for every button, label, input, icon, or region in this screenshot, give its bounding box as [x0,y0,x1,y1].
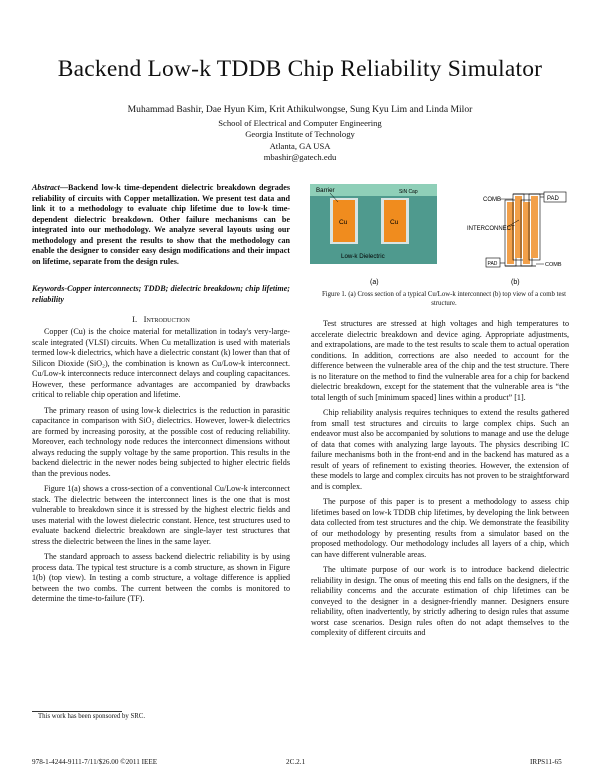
author-list: Muhammad Bashir, Dae Hyun Kim, Krit Athikulwongse, Sung Kyu Lim and Linda Milor [127,104,473,115]
paragraph: The purpose of this paper is to present a methodology to assess chip lifetimes based on low-k TDDB chip lifetimes, by developing the link between data collected from test structures and the chip. We demonstrate the feasibility of our methodology by presenting results from a simulator based on the proposed methodology. Our methodology includes all layers of a chip, which can have different vulnerable areas. [311,497,569,559]
abstract-text: —Backend low-k time-dependent dielectric breakdown degrades reliability of circuits with Copper metallization. We present test data and link it to a methodology to evaluate chip lifetime due to low-k time-dependent dielectric breakdown. Other failure mechanisms can be integrated into our methodology. We analyze several layouts using our methodology and present the results to show that the methodology can enable the designer to consider easy design modifications and their impact on lifetime, separate from the design rules. [32,183,290,266]
affiliation-location: Atlanta, GA USA [269,140,331,151]
affiliation-block [0,118,600,164]
comb-bottom-label: COMB [545,262,562,268]
section-number: I. [132,314,138,324]
section-heading-introduction [32,314,290,324]
paragraph: Copper (Cu) is the choice material for metallization in today's very-large-scale integrated (VLSI) circuits. When Cu metallization is used with materials termed low-k dielectrics, which have a dielectric constant (k) lower than that of Silicon Dioxide (SiO₂), the combination is known as Cu/Low-k interconnect. Cu/Low-k interconnects reduce interconnect delays and coupling capacitances. However, these performance advantages are accompanied by drawbacks critical to reliable chip operation and lifetime. [32,327,290,399]
footer-copyright: 978-1-4244-9111-7/11/$26.00 ©2011 IEEE [32,758,158,766]
pad-bottom-label: PAD [487,261,498,267]
right-column-body [311,319,569,644]
paragraph: Chip reliability analysis requires techniques to extend the results gathered from small test structures and circuits to large complex chips. Such an endeavor must also be accompanied by solutions to manage and use the deluge of data that comes with analyzing large layouts. The physics describing IC failure mechanisms both in the front-end and in the backend has matured as a result of years of refinement to existing theories. However, the extension of these models to large and complex circuits has not proven to be straightforward and is complex. [311,408,569,491]
barrier-label: Barrier [316,187,335,194]
cu-label-1: Cu [339,219,348,226]
pad-top-label: PAD [547,196,559,202]
paper-title: Backend Low-k TDDB Chip Reliability Simulator [57,56,543,82]
lowk-label: Low-k Dielectric [341,253,385,260]
footnote: This work has been sponsored by SRC. [38,713,146,720]
abstract [32,183,290,267]
section-title: Introduction [143,314,190,324]
figure-caption: Figure 1. (a) Cross section of a typical Cu/Low-k interconnect (b) top view of a comb test structure. [321,291,567,307]
figure-1 [308,180,576,288]
comb-label: COMB [483,197,501,203]
interconnect-label: INTERCONNECT [467,226,515,232]
affiliation-school: School of Electrical and Computer Engineering [218,118,382,128]
panel-a-label: (a) [370,279,379,286]
paragraph: Figure 1(a) shows a cross-section of a conventional Cu/Low-k interconnect stack. The dielectric between the interconnect lines is the one that is most vulnerable to breakdown since it is stressed by the highest electric fields and uses material with the lowest dielectric constant. Hence, test structures used to evaluate backend dielectric breakdown are single-layer test structures that stress the dielectric between the lines in the same layer. [32,484,290,546]
paragraph: The ultimate purpose of our work is to introduce backend dielectric reliability in design. The onus of meeting this end falls on the designers, if the reliability concerns and the accurate estimation of chip lifetimes can be conveyed to the designer in a designer-friendly manner. Designers ensure reliability, often inadvertently, by strictly adhering to design rules that assume worst case scenarios. Design rules often do not adapt themselves to the complexity of different circuits and [311,565,569,637]
cu-label-2: Cu [390,219,399,226]
footer-paper-id: 2C.2.1 [286,758,306,766]
comb-finger-fill [531,196,538,258]
paragraph: The standard approach to assess backend dielectric reliability is by using process data. The typical test structure is a comb structure, as shown in Figure 1(b) (top view). In testing a comb structure, a voltage difference is applied between the two combs. The current between the combs is monitored to determine the time-to-failure (TF). [32,552,290,603]
footer-page-number: IRPS11-65 [530,758,562,766]
keywords: Keywords-Copper interconnects; TDDB; dielectric breakdown; chip lifetime; reliability [32,284,290,304]
paragraph: Test structures are stressed at high voltages and high temperatures to accelerate dielectric breakdown and device aging. Appropriate adjustments, and extrapolations, are made to the test results to scale them to actual operation conditions. In addition, corrections are also needed to account for the difference between the vulnerable area of the chip and the test structure. There is no literature on the method to find the vulnerable area for a chip for backend dielectric breakdown, except for the statement that the vulnerable area is “the total length of such [minimum spaced] lines within a product” [1]. [311,319,569,402]
affiliation-institute: Georgia Institute of Technology [245,129,355,140]
panel-b-label: (b) [511,279,520,286]
affiliation-email: mbashir@gatech.edu [263,152,337,163]
sin-cap-label: SiN Cap [399,189,418,195]
left-column-body [32,327,290,610]
footnote-rule [32,711,122,712]
abstract-label: Abstract [32,183,60,192]
paragraph: The primary reason of using low-k dielectrics is the reduction in parasitic capacitance in comparison with SiO₂ dielectrics. However, lower-k dielectrics are formed by increasing porosity, at the possible cost of reducing reliability. Moreover, each technology node reduces the interconnect dimensions without always reducing the supply voltage by the same proportion. This results in the backend dielectric in the newer nodes being subjected to higher electric fields than the previous nodes. [32,405,290,478]
